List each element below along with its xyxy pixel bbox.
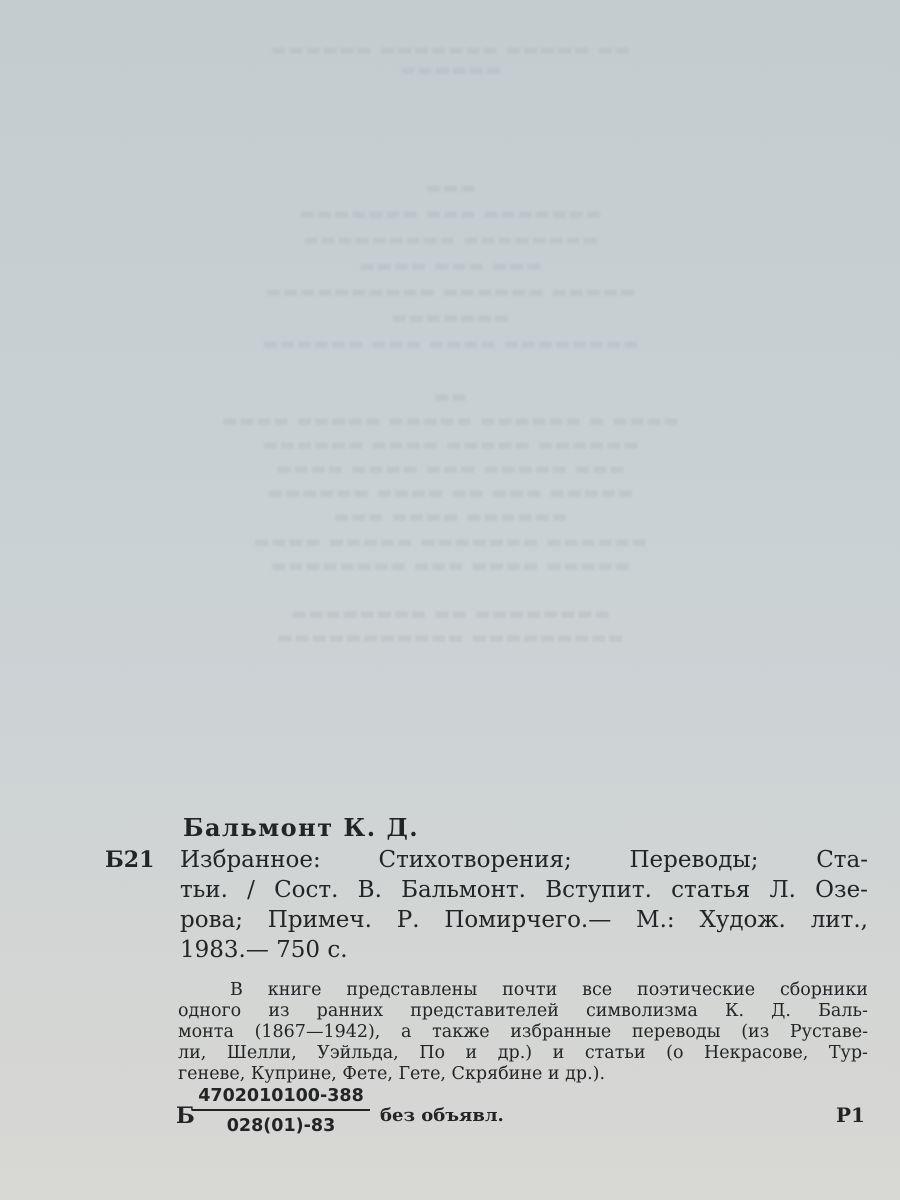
word: (о <box>666 1043 684 1063</box>
word: лит., <box>810 907 868 933</box>
word: сборники <box>779 980 868 1000</box>
word: поэтические <box>637 980 756 1000</box>
word: символизма <box>585 1001 698 1021</box>
word: Д. <box>771 1001 791 1021</box>
text-line <box>180 905 868 935</box>
word: ли, <box>178 1043 207 1063</box>
word: все <box>582 980 613 1000</box>
word: переводы <box>631 1022 721 1042</box>
bibliographic-description <box>180 845 868 965</box>
word: Бальмонт. <box>401 877 526 903</box>
word: одного <box>178 1001 242 1021</box>
word: М.: <box>636 907 675 933</box>
word: (1867—1942), <box>254 1022 381 1042</box>
word: Баль- <box>818 1001 868 1021</box>
word: Примеч. <box>267 907 372 933</box>
word: почти <box>502 980 558 1000</box>
word: ранних <box>316 1001 384 1021</box>
text-line <box>178 1064 868 1085</box>
word: Вступит. <box>545 877 652 903</box>
word: геневе, Куприне, Фете, Гете, Скрябине и др.). <box>178 1064 606 1084</box>
word: из <box>268 1001 290 1021</box>
word: статьи <box>584 1043 646 1063</box>
word: др.) <box>497 1043 533 1063</box>
word: Сост. <box>274 877 339 903</box>
word: Р. <box>396 907 420 933</box>
library-cipher: Б21 <box>105 847 155 873</box>
word: Помирчего.— <box>444 907 612 933</box>
word: Л. <box>769 877 796 903</box>
word: (из <box>741 1022 770 1042</box>
word: представлены <box>346 980 478 1000</box>
word: Стихотворения; <box>378 847 572 873</box>
word: книге <box>267 980 322 1000</box>
catalog-index-fraction <box>192 1086 370 1136</box>
word: Избранное: <box>180 847 321 873</box>
word: В. <box>357 877 382 903</box>
word: Тур- <box>828 1043 868 1063</box>
text-line <box>178 1043 868 1064</box>
text-line <box>180 875 868 905</box>
text-line <box>178 980 868 1001</box>
word: Ста- <box>816 847 868 873</box>
word: а <box>401 1022 412 1042</box>
show-through-text: ▬▬ ▬▬▬▬ ▬ ▬▬▬▬▬▬ ▬▬▬▬▬ ▬▬▬▬▬ ▬▬▬▬ ▬▬▬▬▬▬ ▬▬▬▬▬ ▬▬▬▬ ▬▬▬▬▬▬ ▬▬▬ ▬▬▬▬▬ ▬▬▬ ▬▬▬▬ ▬▬▬▬ ▬▬▬▬▬ ▬▬▬ ▬▬ ▬▬▬▬ ▬▬▬▬▬▬ ▬▬▬▬▬▬ ▬▬▬▬ ▬▬▬ <box>220 387 680 527</box>
word: 1983.— 750 с. <box>180 937 348 963</box>
word: По <box>419 1043 446 1063</box>
word: статья <box>671 877 751 903</box>
word: Уэйльда, <box>317 1043 399 1063</box>
word: избранные <box>510 1022 612 1042</box>
bbk-code: Р1 <box>836 1103 865 1127</box>
word: Руставе- <box>789 1022 868 1042</box>
word: и <box>465 1043 478 1063</box>
text-line <box>178 1022 868 1043</box>
word: также <box>432 1022 490 1042</box>
text-line <box>178 1001 868 1022</box>
index-letter: Б <box>176 1103 195 1129</box>
word: Озе- <box>815 877 868 903</box>
show-through-text: ▬▬▬▬▬▬ ▬▬▬▬▬▬▬ ▬▬▬▬▬ ▬▬▬▬ ▬▬▬▬▬ ▬▬▬▬ ▬▬▬ ▬▬▬▬▬▬▬▬ ▬▬▬▬▬▬▬▬ ▬▬ ▬▬▬▬▬▬▬▬ ▬▬▬▬▬▬▬▬▬ ▬▬▬▬▬▬▬▬▬▬▬ <box>252 532 648 648</box>
word: Шелли, <box>226 1043 297 1063</box>
word: монта <box>178 1022 234 1042</box>
word: тьи. <box>180 877 228 903</box>
index-note: без объявл. <box>380 1105 504 1126</box>
text-line <box>180 935 868 965</box>
word: / <box>247 877 255 903</box>
word: В <box>230 980 243 1000</box>
word: представителей <box>410 1001 559 1021</box>
word: Переводы; <box>629 847 759 873</box>
word: Худож. <box>699 907 786 933</box>
word: и <box>552 1043 565 1063</box>
text-line <box>180 845 868 875</box>
author-name: Бальмонт К. Д. <box>183 813 420 842</box>
word: Некрасове, <box>704 1043 809 1063</box>
show-through-text: ▬▬ ▬▬▬▬▬ ▬▬▬▬▬▬▬ ▬▬▬▬▬▬ ▬▬▬▬▬▬ <box>269 40 631 80</box>
show-through-text: ▬▬▬ ▬▬▬▬▬▬▬ ▬▬▬ ▬▬▬▬▬▬▬ ▬▬▬▬▬▬▬▬ ▬▬▬▬▬▬▬▬▬ ▬▬▬ ▬▬▬ ▬▬▬▬ ▬▬▬▬▬ ▬▬▬▬▬▬ ▬▬▬▬▬▬▬▬▬▬ ▬▬▬▬▬▬▬ ▬▬▬▬▬▬▬▬ ▬▬▬▬ ▬▬▬ ▬▬▬▬▬▬ <box>261 178 639 354</box>
book-annotation <box>178 980 868 1085</box>
index-numerator: 4702010100-388 <box>192 1086 370 1111</box>
word: К. <box>724 1001 745 1021</box>
word: рова; <box>180 907 243 933</box>
index-denominator: 028(01)-83 <box>226 1116 336 1136</box>
